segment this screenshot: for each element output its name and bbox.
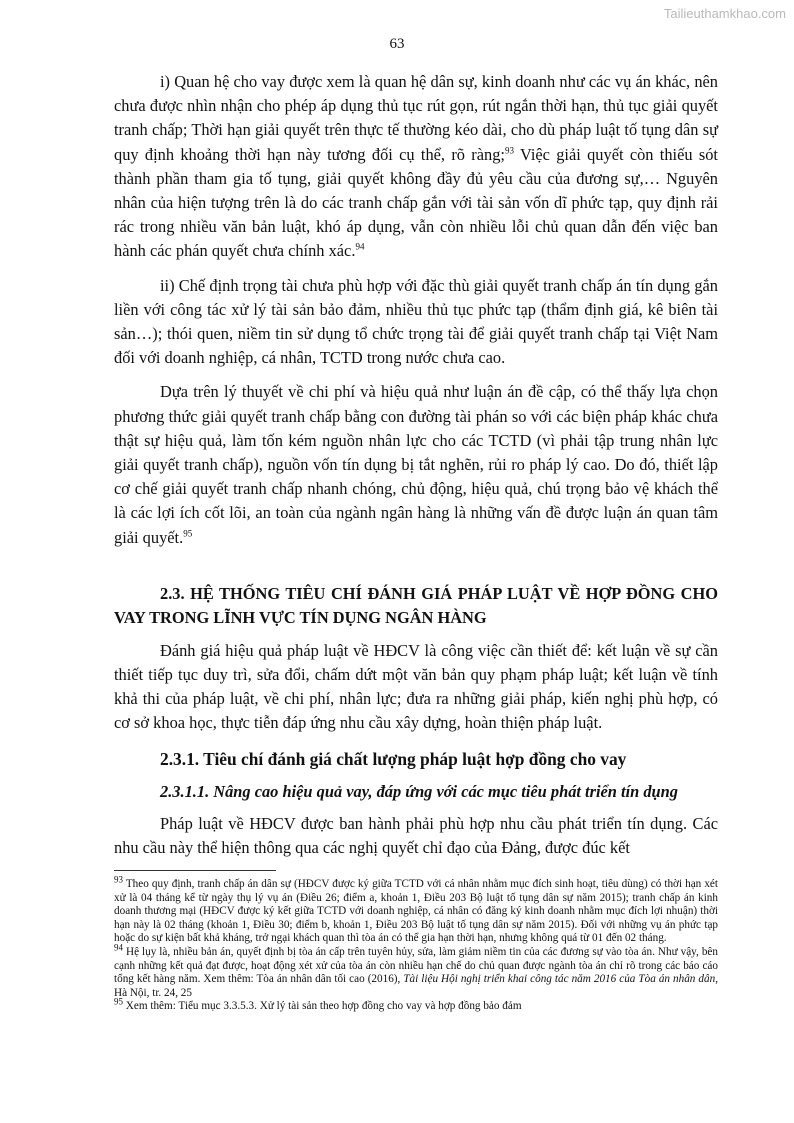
paragraph-1-text: i) Quan hệ cho vay được xem là quan hệ dân sự, kinh doanh như các vụ án khác, nên chưa được nhìn nhận cho phép áp dụng thủ tục rút gọn, rút ngắn thời hạn, thủ tục giải quyết tranh chấp; Thời hạn giải quyết trên thực tế thường kéo dài, cho dù pháp luật tố tụng dân sự quy định khoảng thời hạn này tương đối cụ thể, rõ ràng; [114, 72, 718, 164]
footnote-number: 93 [114, 874, 123, 885]
footnote-93 [114, 874, 718, 946]
watermark: Tailieuthamkhao.com [663, 6, 786, 21]
section-heading: 2.3. HỆ THỐNG TIÊU CHÍ ĐÁNH GIÁ PHÁP LUẬT VỀ HỢP ĐỒNG CHO VAY TRONG LĨNH VỰC TÍN DỤNG NGÂN HÀNG [114, 583, 718, 627]
footnote-number: 94 [114, 942, 123, 953]
footnote-ref-93: 93 [504, 145, 514, 156]
paragraph-2-text: ii) Chế định trọng tài chưa phù hợp với đặc thù giải quyết tranh chấp án tín dụng gắn liền với công tác xử lý tài sản bảo đảm, nhiều thủ tục phức tạp (thẩm định giá, kê biên tài sản…); thói quen, niềm tin sử dụng tổ chức trọng tài để giải quyết tranh chấp tại Việt Nam đối với doanh nghiệp, cá nhân, TCTD trong nước chưa cao. [114, 275, 718, 368]
subsection-heading: 2.3.1. Tiêu chí đánh giá chất lượng pháp luật hợp đồng cho vay [160, 748, 627, 769]
footnote-text: Theo quy định, tranh chấp án dân sự (HĐCV được ký giữa TCTD với cá nhân nhằm mục đích sinh hoạt, tiêu dùng) có thời hạn xét xử là 04 tháng kể từ ngày thụ lý vụ án (Điều 26; điểm a, khoản 1, Điều 203 Bộ luật tố tụng dân sự năm 2015); tranh chấp án kinh doanh thương mại (HĐCV được ký kết giữa TCTD với doanh nghiệp, cá nhân có đăng ký kinh doanh nhằm mục đích lợi nhuận) thời hạn này là 02 tháng (khoản 1, Điều 30; điểm b, khoản 1, Điều 203 Bộ luật tố tụng dân sự năm 2015). Đối với những vụ án phức tạp hoặc do sự kiện bất khả kháng, trở ngại khách quan thì tòa án có thể gia hạn thời hạn, nhưng không quá từ 01 đến 02 tháng. [114, 878, 718, 945]
footnote-number: 95 [114, 996, 123, 1007]
paragraph-2 [114, 274, 718, 371]
page-number: 63 [389, 36, 405, 52]
paragraph-3-text: Dựa trên lý thuyết về chi phí và hiệu quả như luận án đề cập, có thể thấy lựa chọn phương thức giải quyết tranh chấp bằng con đường tài phán so với các biện pháp khác chưa thật sự hiệu quả, làm tốn kém nguồn nhân lực cho các TCTD (vì phải tập trung nhân lực giải quyết tranh chấp), nguồn vốn tín dụng bị tắt nghẽn, rủi ro pháp lý cao. Do đó, thiết lập cơ chế giải quyết tranh chấp nhanh chóng, chủ động, hiệu quả, chú trọng bảo vệ khách thể là các lợi ích cốt lõi, an toàn của ngành ngân hàng là những vấn đề được luận án quan tâm giải quyết. [114, 382, 718, 547]
footnote-citation-tail: , Hà Nội, tr. 24, 25 [114, 973, 718, 999]
paragraph-1-text-cont: Việc giải quyết còn thiếu sót thành phần tham gia tố tụng, giải quyết không đầy đủ yêu cầu của đương sự,… Nguyên nhân của hiện tượng trên là do các tranh chấp gắn với tài sản vốn dĩ phức tạp, quy định rải rác trong nhiều văn bản luật, khó áp dụng, vẫn còn nhiều lỗi chủ quan dẫn đến việc ban hành các phán quyết chưa chính xác. [114, 144, 718, 261]
footnote-text: Hệ lụy là, nhiều bản án, quyết định bị tòa án cấp trên tuyên hủy, sửa, làm giảm niềm tin của các đương sự vào tòa án. Như vậy, bên cạnh những kết quả đạt được, hoạt động xét xử của tòa án còn nhiều hạn chế do chủ quan được ngành tòa án chỉ rõ trong các báo cáo tổng kết hàng năm. Xem thêm: Tòa án nhân dân tối cao (2016), [114, 946, 718, 986]
paragraph-5 [114, 812, 718, 860]
footnote-ref-94: 94 [355, 241, 365, 252]
footnote-text: Xem thêm: Tiểu mục 3.3.5.3. Xử lý tài sản theo hợp đồng cho vay và hợp đồng bảo đảm [123, 1000, 522, 1013]
footnote-divider [114, 870, 276, 871]
paragraph-4-text: Đánh giá hiệu quả pháp luật về HĐCV là công việc cần thiết để: kết luận về sự cần thiết tiếp tục duy trì, sửa đổi, chấm dứt một văn bản quy phạm pháp luật; kết luận về tính khả thi của pháp luật, về chi phí, nhân lực; đưa ra những giải pháp, kiến nghị phù hợp, có cơ sở khoa học, thực tiễn đáp ứng nhu cầu xây dựng, hoàn thiện pháp luật. [114, 640, 718, 733]
subsubsection-heading: 2.3.1.1. Nâng cao hiệu quả vay, đáp ứng với các mục tiêu phát triển tín dụng [160, 781, 678, 801]
paragraph-4 [114, 639, 718, 736]
footnote-citation-title: Tài liệu Hội nghị triển khai công tác năm 2016 của Tòa án nhân dân [403, 973, 716, 986]
paragraph-5-text: Pháp luật về HĐCV được ban hành phải phù hợp nhu cầu phát triển tín dụng. Các nhu cầu này thể hiện thông qua các nghị quyết chỉ đạo của Đảng, được đúc kết [114, 813, 718, 857]
footnote-94 [114, 942, 718, 1000]
footnote-95 [114, 996, 718, 1014]
footnote-ref-95: 95 [183, 528, 193, 539]
document-body [114, 70, 718, 1014]
paragraph-1 [114, 70, 718, 264]
paragraph-3 [114, 380, 718, 549]
